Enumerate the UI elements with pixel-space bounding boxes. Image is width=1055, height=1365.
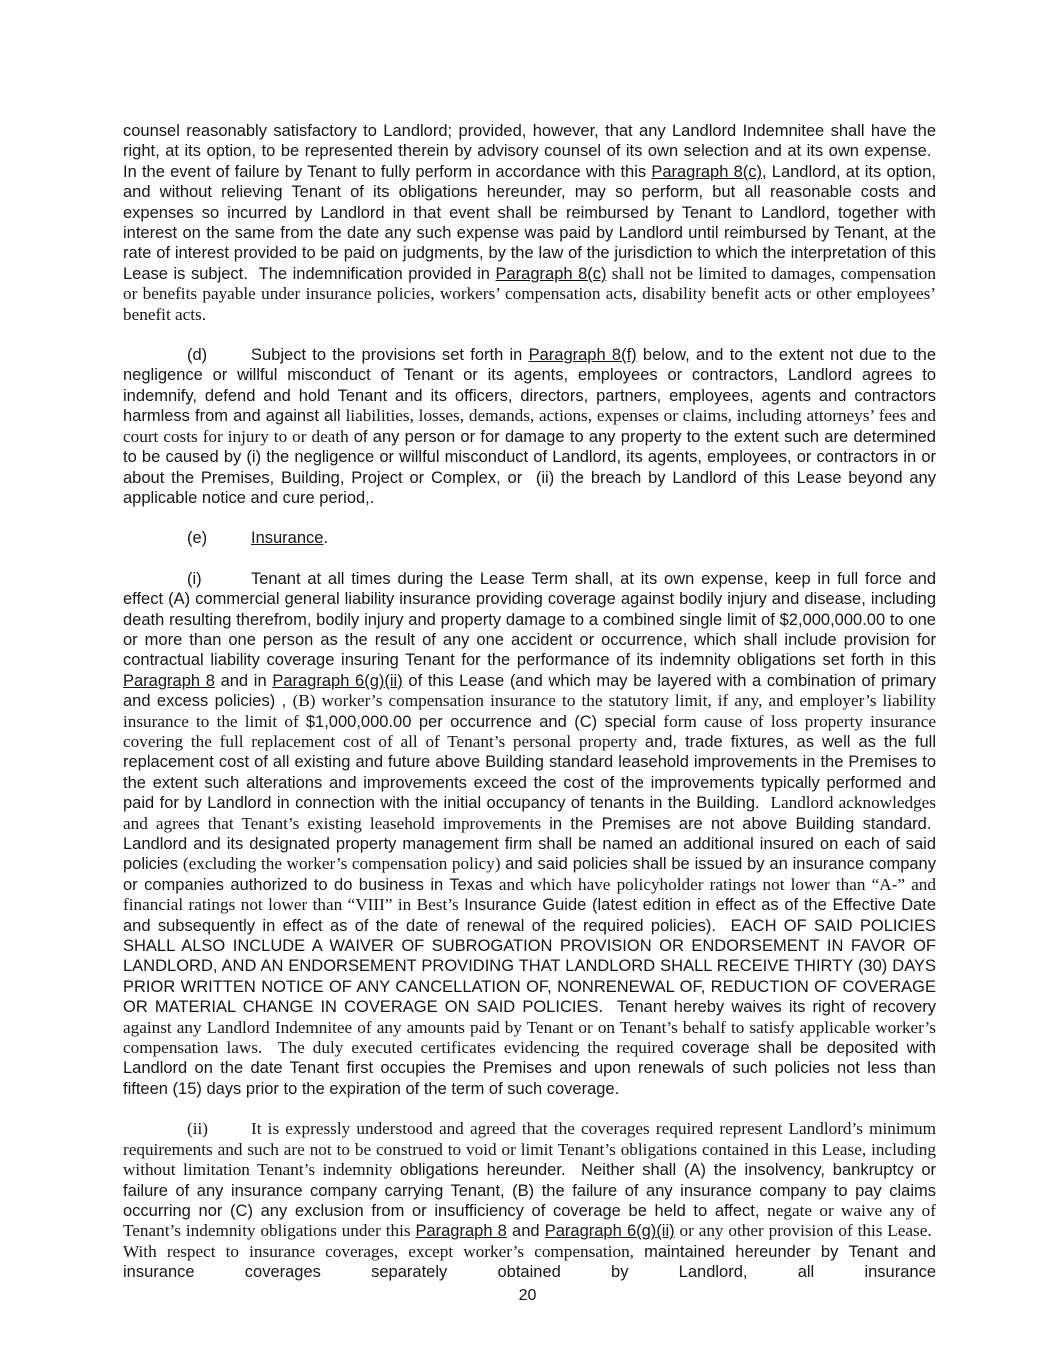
text-run: of any person or for damage to any property to the extent such are determined to be caused by (i) the negligence or willful misconduct of Landlord, its agents, employees, or contractors in or about the Premises, Building, Project or Complex, or (ii) the breach by Landlord of this Lease beyond any applicable notice and cure period,.	[123, 427, 936, 507]
text-run: .	[323, 529, 329, 548]
text-run: shall not be limited to damages, compensation or benefits payable under insurance policies, workers’ compensation acts, disability benefit acts or other employees’ benefit acts.	[123, 263, 936, 324]
text-run: and in	[214, 671, 273, 690]
text-run: Tenant at all times during the Lease Term shall, at its own expense, keep in full force and effect (A) commercial general liability insurance providing coverage against bodily injury and disease, including death resulting therefrom, bodily injury and property damage to a combined single limit of $2,000,000.00 to one or more than one person as the result of any one accident or occurrence, which shall include provision for contractual liability coverage insuring Tenant for the performance of its indemnity obligations set forth in this	[123, 569, 936, 670]
text-run: Insurance Guide (latest edition in effect as of the Effective Date and subsequently in effect as of the date of renewal of the required policies). EACH OF SAID POLICIES SHALL ALSO INCLUDE A WAIVER OF SUBROGATION PROVISION OR ENDORSEMENT IN FAVOR OF LANDLORD, AND AN ENDORSEMENT PROVIDING THAT LANDLORD SHALL RECEIVE THIRTY (30) DAYS PRIOR WRITTEN NOTICE OF ANY CANCELLATION OF, NONRENEWAL OF, REDUCTION OF COVERAGE OR MATERIAL CHANGE IN COVERAGE ON SAID POLICIES. Tenant hereby waives its right of recovery	[123, 896, 936, 1017]
text-run: or any other provision of this Lease. With respect to insurance coverages, except worker’s compensation,	[123, 1221, 936, 1261]
text-run: $1,000,000.00 per occurrence and (C) special	[305, 712, 664, 731]
text-run: in the Premises are not above Building standard. Landlord and its designated property management firm shall be named an additional insured on each of said policies	[123, 814, 936, 874]
paragraph-d	[123, 345, 936, 508]
text-run: maintained hereunder by Tenant and insurance coverages separately obtained by Landlord, all insurance	[123, 1242, 936, 1282]
text-run: below, and to the extent not due to the negligence or willful misconduct of Tenant or its agents, employees or contractors, Landlord agrees to indemnify, defend and hold Tenant and its officers, directors, partners, employees, agents and contractors harmless from and against all	[123, 346, 937, 426]
text-run: Landlord acknowledges and agrees that Tenant’s existing leasehold improvements	[123, 793, 936, 833]
paragraph-reference: Paragraph 8	[123, 671, 215, 690]
paragraph-reference: Insurance	[251, 529, 324, 548]
paragraph-e-i	[123, 569, 936, 1100]
text-run: coverage shall be deposited with Landlord on the date Tenant first occupies the Premises and upon renewals of such policies not less than fifteen (15) days prior to the expiration of the term of such coverage.	[123, 1039, 936, 1098]
paragraph-label: (i)	[187, 569, 202, 588]
text-run: liabilities, losses, demands, actions, expenses or claims, including attorneys’ fees and court costs for injury to or death	[123, 406, 936, 446]
paragraph-reference: Paragraph 6(g)(ii)	[272, 671, 403, 690]
paragraph-e-insurance-heading	[123, 528, 936, 548]
text-run: form cause of loss property insurance covering the full replacement cost of all of Tenant’s personal property	[123, 711, 936, 751]
text-run: counsel reasonably satisfactory to Landlord; provided, however, that any Landlord Indemnitee shall have the right, at its option, to be represented therein by advisory counsel of its own selection and at its own expense. In the event of failure by Tenant to fully perform in accordance with this	[123, 122, 936, 181]
text-run: against any Landlord Indemnitee of any amounts paid by Tenant or on Tenant’s behalf to satisfy applicable worker’s compensation laws. The duly executed certificates evidencing the required	[123, 1017, 936, 1058]
paragraph-reference: Paragraph 8(c)	[495, 264, 607, 283]
paragraph-reference: Paragraph 8(f)	[528, 346, 637, 365]
paragraph-reference: Paragraph 6(g)(ii)	[544, 1222, 675, 1241]
text-run: and, trade fixtures, as well as the full replacement cost of all existing and future above Building standard leasehold improvements in the Premises to the extent such alterations and improvements exceed the cost of the improvements typically performed and paid for by Landlord in connection with the initial occupancy of tenants in the Building.	[123, 732, 936, 813]
page-number: 20	[518, 1287, 537, 1304]
page-content	[123, 121, 936, 1303]
text-run: (excluding the worker’s compensation policy)	[182, 854, 506, 874]
text-run: and which have policyholder ratings not lower than “A-” and financial ratings not lower than “VIII” in Best’s	[123, 874, 936, 915]
text-run: and said policies shall be issued by an insurance company or companies authorized to do business in Texas	[123, 855, 936, 894]
text-run: (B) worker’s compensation insurance to the statutory limit, if any, and employer’s liability insurance to the limit of	[123, 691, 937, 731]
text-run: Subject to the provisions set forth in	[251, 346, 529, 365]
paragraph-label: (e)	[187, 529, 208, 548]
paragraph-label: (d)	[187, 346, 208, 365]
paragraph-reference: Paragraph 8	[415, 1222, 507, 1241]
text-run: of this Lease (and which may be layered with a combination of primary and excess policies) ,	[123, 671, 936, 711]
text-run: It is expressly understood and agreed that the coverages required represent Landlord’s minimum requirements and such are not to be construed to void or limit Tenant’s obligations contained in this Lease, including without limitation Tenant’s indemnity	[123, 1119, 936, 1180]
paragraph-label: (ii)	[187, 1119, 208, 1139]
text-run: negate or waive any of Tenant’s indemnity obligations under this	[123, 1200, 936, 1241]
text-run: , Landlord, at its option, and without relieving Tenant of its obligations hereunder, may so perform, but all reasonable costs and expenses so incurred by Landlord in that event shall be reimbursed by Tenant to Landlord, together with interest on the same from the date any such expense was paid by Landlord until reimbursed by Tenant, at the rate of interest provided to be paid on judgments, by the law of the jurisdiction to which the interpretation of this Lease is subject. The indemnification provided in	[123, 162, 936, 283]
text-run: and	[506, 1222, 545, 1241]
paragraph-reference: Paragraph 8(c)	[651, 162, 762, 181]
text-run: obligations hereunder. Neither shall (A) the insolvency, bankruptcy or failure of any insurance company carrying Tenant, (B) the failure of any insurance company to pay claims occurring nor (C) any exclusion from or insufficiency of coverage be held to affect,	[123, 1161, 936, 1220]
paragraph-e-ii	[123, 1119, 936, 1282]
paragraph-8c-continuation	[123, 121, 936, 325]
